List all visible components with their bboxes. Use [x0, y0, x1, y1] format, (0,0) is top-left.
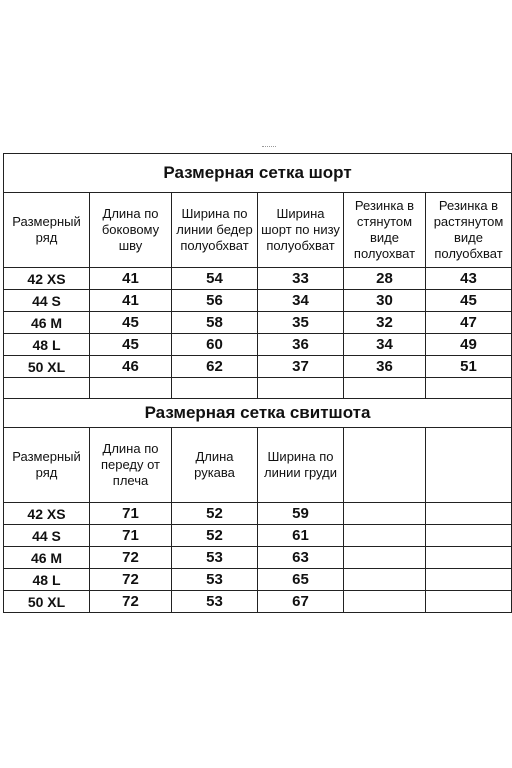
- sweatshirt-header-cell: Размерный ряд: [4, 428, 90, 503]
- value-cell: 33: [258, 268, 344, 290]
- shorts-header-cell: Ширина по линии бедер полуобхват: [172, 193, 258, 268]
- value-cell: [344, 591, 426, 613]
- size-chart-body: [4, 154, 512, 613]
- value-cell: 54: [172, 268, 258, 290]
- size-cell: 48 L: [4, 569, 90, 591]
- value-cell: [344, 547, 426, 569]
- value-cell: 34: [258, 290, 344, 312]
- empty-cell: [258, 378, 344, 399]
- sweatshirt-header-cell: Длина рукава: [172, 428, 258, 503]
- sweatshirt-header-cell: Ширина по линии груди: [258, 428, 344, 503]
- value-cell: 53: [172, 547, 258, 569]
- size-chart-table: [3, 153, 512, 613]
- value-cell: 47: [426, 312, 512, 334]
- empty-cell: [172, 378, 258, 399]
- value-cell: 72: [90, 591, 172, 613]
- table-row: [4, 356, 512, 378]
- shorts-header-cell: Резинка в растянутом виде полуобхват: [426, 193, 512, 268]
- value-cell: 36: [258, 334, 344, 356]
- value-cell: 61: [258, 525, 344, 547]
- value-cell: [426, 591, 512, 613]
- sweatshirt-title: Размерная сетка свитшота: [4, 399, 512, 428]
- value-cell: 56: [172, 290, 258, 312]
- size-cell: 46 M: [4, 547, 90, 569]
- value-cell: [344, 503, 426, 525]
- shorts-title-row: [4, 154, 512, 193]
- table-row: [4, 591, 512, 613]
- value-cell: 63: [258, 547, 344, 569]
- sweatshirt-header-cell: [344, 428, 426, 503]
- size-cell: 44 S: [4, 290, 90, 312]
- size-cell: 44 S: [4, 525, 90, 547]
- blank-row: [4, 378, 512, 399]
- value-cell: 71: [90, 503, 172, 525]
- value-cell: 72: [90, 569, 172, 591]
- value-cell: 49: [426, 334, 512, 356]
- value-cell: 43: [426, 268, 512, 290]
- value-cell: 53: [172, 569, 258, 591]
- value-cell: 59: [258, 503, 344, 525]
- value-cell: 45: [90, 334, 172, 356]
- sweatshirt-header-cell: [426, 428, 512, 503]
- shorts-header-cell: Размерный ряд: [4, 193, 90, 268]
- value-cell: 35: [258, 312, 344, 334]
- value-cell: 45: [426, 290, 512, 312]
- value-cell: 46: [90, 356, 172, 378]
- empty-cell: [344, 378, 426, 399]
- table-row: [4, 290, 512, 312]
- value-cell: 52: [172, 503, 258, 525]
- empty-cell: [4, 378, 90, 399]
- value-cell: [344, 525, 426, 547]
- empty-cell: [426, 378, 512, 399]
- shorts-header-cell: Длина по боковому шву: [90, 193, 172, 268]
- size-cell: 46 M: [4, 312, 90, 334]
- size-cell: 42 XS: [4, 268, 90, 290]
- table-row: [4, 569, 512, 591]
- size-cell: 50 XL: [4, 356, 90, 378]
- value-cell: [426, 547, 512, 569]
- shorts-header-cell: Резинка в стянутом виде полуохват: [344, 193, 426, 268]
- size-cell: 50 XL: [4, 591, 90, 613]
- table-row: [4, 268, 512, 290]
- value-cell: 72: [90, 547, 172, 569]
- scan-artifact: [262, 146, 276, 151]
- value-cell: 67: [258, 591, 344, 613]
- value-cell: 32: [344, 312, 426, 334]
- table-row: [4, 547, 512, 569]
- value-cell: 60: [172, 334, 258, 356]
- empty-cell: [90, 378, 172, 399]
- value-cell: 28: [344, 268, 426, 290]
- value-cell: 51: [426, 356, 512, 378]
- size-chart-sheet: [3, 153, 511, 613]
- sweatshirt-header-cell: Длина по переду от плеча: [90, 428, 172, 503]
- value-cell: [344, 569, 426, 591]
- value-cell: [426, 525, 512, 547]
- size-cell: 42 XS: [4, 503, 90, 525]
- value-cell: [426, 503, 512, 525]
- value-cell: 41: [90, 268, 172, 290]
- value-cell: 52: [172, 525, 258, 547]
- value-cell: 34: [344, 334, 426, 356]
- value-cell: 41: [90, 290, 172, 312]
- value-cell: 71: [90, 525, 172, 547]
- sweatshirt-title-row: [4, 399, 512, 428]
- value-cell: 30: [344, 290, 426, 312]
- sweatshirt-header-row: [4, 428, 512, 503]
- shorts-title: Размерная сетка шорт: [4, 154, 512, 193]
- value-cell: 58: [172, 312, 258, 334]
- value-cell: 36: [344, 356, 426, 378]
- table-row: [4, 503, 512, 525]
- shorts-header-row: [4, 193, 512, 268]
- value-cell: 62: [172, 356, 258, 378]
- size-cell: 48 L: [4, 334, 90, 356]
- table-row: [4, 312, 512, 334]
- shorts-header-cell: Ширина шорт по низу полуобхват: [258, 193, 344, 268]
- value-cell: 45: [90, 312, 172, 334]
- value-cell: 37: [258, 356, 344, 378]
- value-cell: [426, 569, 512, 591]
- value-cell: 53: [172, 591, 258, 613]
- value-cell: 65: [258, 569, 344, 591]
- table-row: [4, 525, 512, 547]
- table-row: [4, 334, 512, 356]
